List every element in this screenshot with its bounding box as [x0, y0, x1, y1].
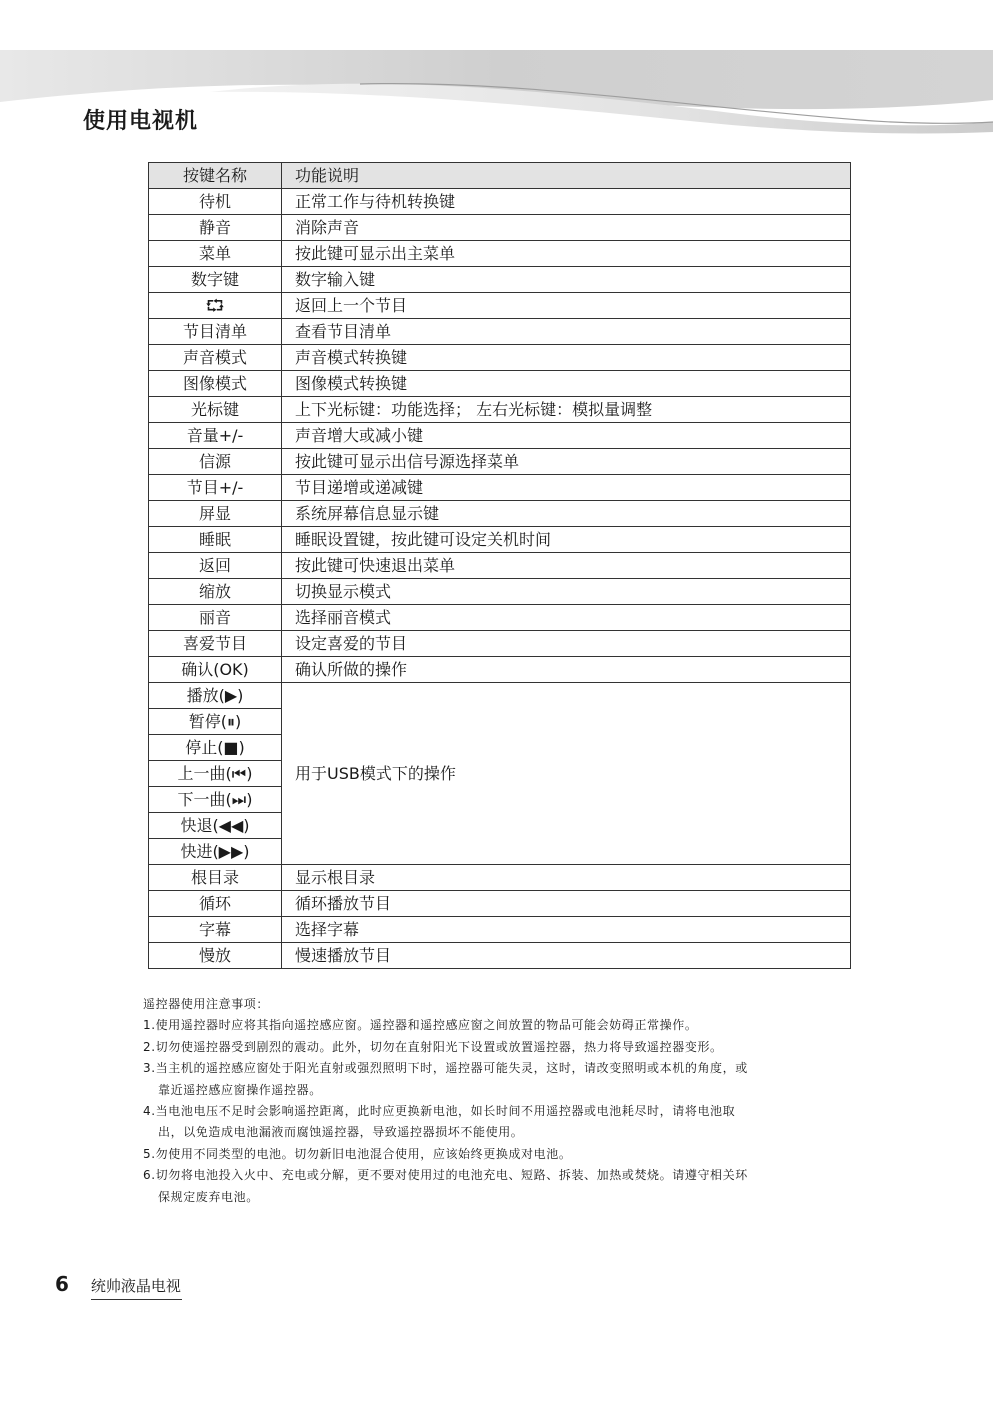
function-cell: 设定喜爱的节目 [282, 631, 851, 657]
function-cell: 正常工作与待机转换键 [282, 189, 851, 215]
note-item: 4.当电池电压不足时会影响遥控距离，此时应更换新电池，如长时间不用遥控器或电池耗尽时，请将电池取出，以免造成电池漏液而腐蚀遥控器，导致遥控器损坏不能使用。 [143, 1104, 736, 1140]
table-row [149, 475, 851, 501]
key-name-cell: 图像模式 [149, 371, 282, 397]
key-name-cell: 字幕 [149, 917, 282, 943]
table-row [149, 397, 851, 423]
usb-key-name-cell: 下一曲(⏭) [149, 787, 282, 813]
function-cell: 声音增大或减小键 [282, 423, 851, 449]
function-cell: 返回上一个节目 [282, 293, 851, 319]
table-row [149, 865, 851, 891]
function-cell: 数字输入键 [282, 267, 851, 293]
table-header-row [149, 163, 851, 189]
key-name-cell: 节目清单 [149, 319, 282, 345]
page-number: 6 [55, 1272, 69, 1296]
key-name-cell: 音量+/- [149, 423, 282, 449]
usb-key-name-cell: 播放(▶) [149, 683, 282, 709]
footer-title: 统帅液晶电视 [91, 1275, 182, 1300]
function-cell: 睡眠设置键，按此键可设定关机时间 [282, 527, 851, 553]
usb-key-name-cell: 上一曲(⏮) [149, 761, 282, 787]
usb-function-cell: 用于USB模式下的操作 [282, 683, 851, 865]
table-row [149, 605, 851, 631]
key-name-cell: 静音 [149, 215, 282, 241]
key-name-cell: 慢放 [149, 943, 282, 969]
function-cell: 按此键可显示出信号源选择菜单 [282, 449, 851, 475]
table-row [149, 371, 851, 397]
key-name-cell: 循环 [149, 891, 282, 917]
note-item: 3.当主机的遥控感应窗处于阳光直射或强烈照明下时，遥控器可能失灵，这时，请改变照明或本机的角度，或靠近遥控感应窗操作遥控器。 [143, 1061, 748, 1097]
usb-key-name-cell: 快进(▶▶) [149, 839, 282, 865]
key-name-cell: 待机 [149, 189, 282, 215]
key-name-cell: 声音模式 [149, 345, 282, 371]
remote-notes-section [143, 994, 753, 1208]
table-row [149, 345, 851, 371]
function-cell: 上下光标键：功能选择； 左右光标键：模拟量调整 [282, 397, 851, 423]
key-name-cell: 返回 [149, 553, 282, 579]
table-row [149, 215, 851, 241]
function-cell: 节目递增或递减键 [282, 475, 851, 501]
table-row [149, 579, 851, 605]
note-item: 6.切勿将电池投入火中、充电或分解，更不要对使用过的电池充电、短路、拆装、加热或焚烧。请遵守相关环保规定废弃电池。 [143, 1168, 748, 1204]
column-header-key-name: 按键名称 [149, 163, 282, 189]
table-row [149, 683, 851, 709]
function-cell: 按此键可显示出主菜单 [282, 241, 851, 267]
key-name-cell: 根目录 [149, 865, 282, 891]
function-cell: 显示根目录 [282, 865, 851, 891]
key-name-cell: 菜单 [149, 241, 282, 267]
function-cell: 系统屏幕信息显示键 [282, 501, 851, 527]
key-name-cell: 确认(OK) [149, 657, 282, 683]
table-row [149, 267, 851, 293]
function-cell: 选择字幕 [282, 917, 851, 943]
table-row [149, 891, 851, 917]
table-row [149, 657, 851, 683]
key-name-cell: ⮔ [149, 293, 282, 319]
function-cell: 声音模式转换键 [282, 345, 851, 371]
key-name-cell: 丽音 [149, 605, 282, 631]
table-row [149, 553, 851, 579]
note-item: 5.勿使用不同类型的电池。切勿新旧电池混合使用，应该始终更换成对电池。 [143, 1146, 572, 1161]
function-cell: 循环播放节目 [282, 891, 851, 917]
notes-list [143, 1015, 753, 1208]
table-row [149, 189, 851, 215]
function-cell: 查看节目清单 [282, 319, 851, 345]
key-name-cell: 节目+/- [149, 475, 282, 501]
table-row [149, 241, 851, 267]
function-cell: 消除声音 [282, 215, 851, 241]
note-item: 2.切勿使遥控器受到剧烈的震动。此外，切勿在直射阳光下设置或放置遥控器，热力将导致遥控器变形。 [143, 1039, 723, 1054]
function-cell: 慢速播放节目 [282, 943, 851, 969]
usb-key-name-cell: 停止(■) [149, 735, 282, 761]
table-row [149, 527, 851, 553]
table-row [149, 449, 851, 475]
notes-title: 遥控器使用注意事项： [143, 997, 270, 1011]
key-name-cell: 信源 [149, 449, 282, 475]
function-cell: 选择丽音模式 [282, 605, 851, 631]
usb-key-name-cell: 暂停(⏸) [149, 709, 282, 735]
table-row [149, 319, 851, 345]
usb-key-name-cell: 快退(◀◀) [149, 813, 282, 839]
function-cell: 图像模式转换键 [282, 371, 851, 397]
key-name-cell: 缩放 [149, 579, 282, 605]
table-row [149, 631, 851, 657]
table-row [149, 293, 851, 319]
key-name-cell: 喜爱节目 [149, 631, 282, 657]
function-cell: 按此键可快速退出菜单 [282, 553, 851, 579]
table-row [149, 423, 851, 449]
function-cell: 切换显示模式 [282, 579, 851, 605]
table-row [149, 917, 851, 943]
table-row [149, 501, 851, 527]
function-cell: 确认所做的操作 [282, 657, 851, 683]
column-header-function: 功能说明 [282, 163, 851, 189]
page-title: 使用电视机 [83, 109, 199, 134]
note-item: 1.使用遥控器时应将其指向遥控感应窗。遥控器和遥控感应窗之间放置的物品可能会妨碍正常操作。 [143, 1018, 698, 1033]
key-function-table [148, 162, 851, 969]
table-row [149, 943, 851, 969]
page-footer [55, 1272, 182, 1300]
key-name-cell: 数字键 [149, 267, 282, 293]
key-name-cell: 光标键 [149, 397, 282, 423]
key-name-cell: 睡眠 [149, 527, 282, 553]
key-name-cell: 屏显 [149, 501, 282, 527]
